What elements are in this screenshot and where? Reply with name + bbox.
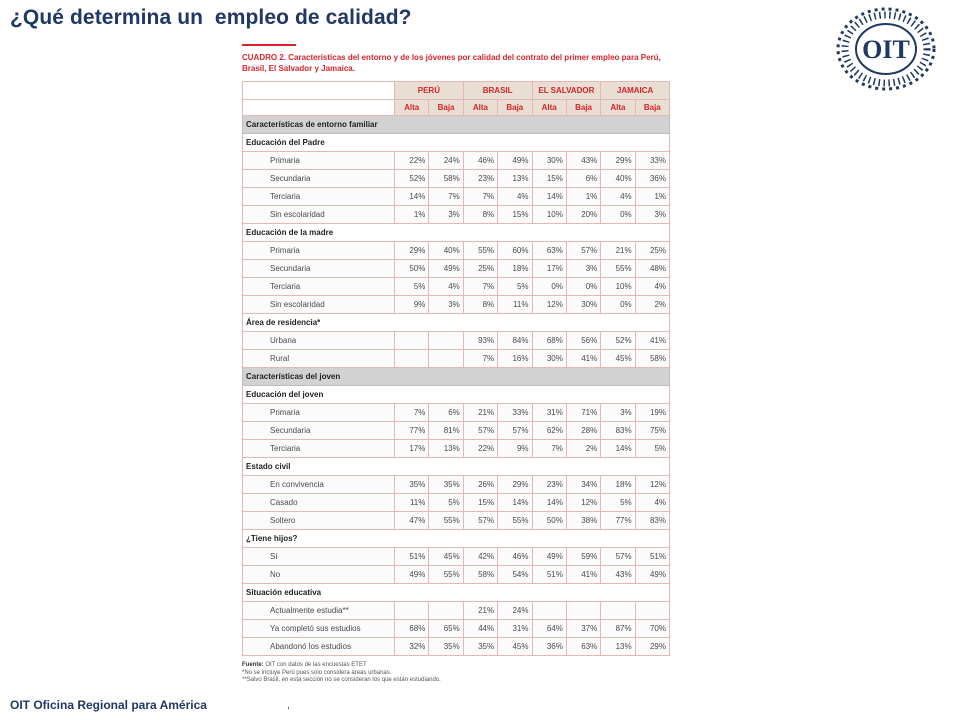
row-label: Actualmente estudia** [243,602,395,620]
value-cell: 50% [395,260,429,278]
value-cell: 57% [566,242,600,260]
data-table [242,81,670,656]
quality-header: Baja [498,100,532,116]
value-cell: 24% [429,152,463,170]
value-cell [395,602,429,620]
value-cell: 7% [532,440,566,458]
value-cell: 5% [635,440,669,458]
logo-text: OIT [862,35,910,64]
value-cell: 30% [532,350,566,368]
value-cell: 52% [601,332,635,350]
note-1: *No se incluye Perú pues solo considera áreas urbanas. [242,669,392,676]
table-row [243,188,670,206]
row-label: Secundaria [243,260,395,278]
value-cell: 70% [635,620,669,638]
row-label: Casado [243,494,395,512]
table-caption: CUADRO 2. Características del entorno y de los jóvenes por calidad del contrato del primer empleo para Perú, Brasil, El Salvador y Jamaica. [242,53,661,73]
value-cell: 3% [429,296,463,314]
value-cell: 1% [635,188,669,206]
value-cell: 6% [566,170,600,188]
value-cell: 28% [566,422,600,440]
value-cell: 1% [566,188,600,206]
value-cell: 25% [635,242,669,260]
section-row [243,368,670,386]
value-cell: 14% [498,494,532,512]
value-cell: 7% [463,278,497,296]
value-cell: 1% [395,206,429,224]
table-row [243,566,670,584]
group-row [243,134,670,152]
value-cell: 77% [601,512,635,530]
table-figure [242,44,670,685]
value-cell: 49% [532,548,566,566]
group-row [243,386,670,404]
value-cell: 40% [601,170,635,188]
value-cell: 24% [498,602,532,620]
value-cell: 81% [429,422,463,440]
quality-header: Baja [635,100,669,116]
value-cell: 31% [498,620,532,638]
slide-title: ¿Qué determina un empleo de calidad? [10,6,412,29]
value-cell: 43% [601,566,635,584]
value-cell: 46% [463,152,497,170]
table-row [243,422,670,440]
value-cell [395,332,429,350]
value-cell: 18% [498,260,532,278]
row-label: Sí [243,548,395,566]
value-cell: 49% [429,260,463,278]
value-cell: 14% [601,440,635,458]
value-cell: 7% [395,404,429,422]
value-cell: 55% [498,512,532,530]
value-cell: 50% [532,512,566,530]
value-cell: 40% [429,242,463,260]
value-cell: 83% [635,512,669,530]
value-cell: 43% [566,152,600,170]
row-label: En convivencia [243,476,395,494]
value-cell: 21% [463,602,497,620]
country-header: JAMAICA [601,82,670,100]
table-row [243,152,670,170]
value-cell: 57% [498,422,532,440]
value-cell: 31% [532,404,566,422]
table-row [243,206,670,224]
value-cell: 44% [463,620,497,638]
value-cell: 87% [601,620,635,638]
value-cell: 51% [635,548,669,566]
note-2: **Salvo Brasil, en esta sección no se consideran los que están estudiando. [242,677,441,683]
value-cell: 48% [635,260,669,278]
value-cell: 11% [498,296,532,314]
value-cell: 52% [395,170,429,188]
value-cell: 2% [635,296,669,314]
value-cell: 21% [601,242,635,260]
value-cell: 13% [498,170,532,188]
value-cell: 19% [635,404,669,422]
value-cell: 14% [395,188,429,206]
value-cell: 8% [463,206,497,224]
table-notes [242,662,670,685]
value-cell: 18% [601,476,635,494]
source-text: OIT con datos de las encuestas ETET [265,662,367,668]
table-row [243,638,670,656]
table-row [243,620,670,638]
group-row [243,458,670,476]
value-cell: 55% [429,566,463,584]
source-label: Fuente: [242,662,264,668]
value-cell: 41% [635,332,669,350]
value-cell: 26% [463,476,497,494]
row-label: Sin escolaridad [243,206,395,224]
value-cell: 9% [498,440,532,458]
row-label: Primaria [243,242,395,260]
value-cell: 33% [635,152,669,170]
value-cell: 4% [601,188,635,206]
value-cell [566,602,600,620]
quality-header: Alta [463,100,497,116]
value-cell: 65% [429,620,463,638]
value-cell: 63% [532,242,566,260]
value-cell: 51% [395,548,429,566]
value-cell: 58% [463,566,497,584]
table-body [243,116,670,656]
value-cell: 35% [429,476,463,494]
value-cell: 68% [532,332,566,350]
section-row [243,116,670,134]
value-cell: 42% [463,548,497,566]
value-cell: 36% [532,638,566,656]
group-label: Estado civil [243,458,670,476]
row-label: Secundaria [243,170,395,188]
value-cell: 8% [463,296,497,314]
value-cell: 5% [601,494,635,512]
row-label: Terciaria [243,188,395,206]
table-row [243,476,670,494]
value-cell: 29% [635,638,669,656]
table-row [243,260,670,278]
value-cell [635,602,669,620]
value-cell: 22% [395,152,429,170]
value-cell: 20% [566,206,600,224]
value-cell: 5% [498,278,532,296]
group-label: Educación del Padre [243,134,670,152]
country-header: BRASIL [463,82,532,100]
value-cell: 36% [635,170,669,188]
value-cell: 35% [429,638,463,656]
country-header-row [243,82,670,100]
value-cell: 93% [463,332,497,350]
value-cell: 23% [532,476,566,494]
row-label: Ya completó sus estudios [243,620,395,638]
row-label: Primaria [243,404,395,422]
value-cell: 77% [395,422,429,440]
table-row [243,350,670,368]
value-cell: 17% [532,260,566,278]
row-label: Sin escolaridad [243,296,395,314]
value-cell: 84% [498,332,532,350]
header-corner [243,82,395,100]
value-cell: 15% [532,170,566,188]
value-cell: 83% [601,422,635,440]
country-header: PERÚ [395,82,464,100]
value-cell: 12% [566,494,600,512]
group-label: Área de residencia* [243,314,670,332]
value-cell: 25% [463,260,497,278]
value-cell: 35% [395,476,429,494]
quality-header-row [243,100,670,116]
row-label: No [243,566,395,584]
value-cell: 6% [429,404,463,422]
value-cell: 55% [463,242,497,260]
group-label: Educación del joven [243,386,670,404]
table-row [243,512,670,530]
value-cell: 63% [566,638,600,656]
value-cell: 14% [532,494,566,512]
table-row [243,404,670,422]
table-row [243,170,670,188]
table-row [243,332,670,350]
value-cell [429,332,463,350]
value-cell: 57% [601,548,635,566]
value-cell: 55% [429,512,463,530]
value-cell: 22% [463,440,497,458]
value-cell: 16% [498,350,532,368]
section-label: Características de entorno familiar [243,116,670,134]
group-label: Educación de la madre [243,224,670,242]
country-header: EL SALVADOR [532,82,601,100]
row-label: Urbana [243,332,395,350]
value-cell: 58% [635,350,669,368]
value-cell [429,602,463,620]
caption-rule [242,44,296,46]
value-cell: 3% [429,206,463,224]
value-cell: 55% [601,260,635,278]
table-row [243,440,670,458]
value-cell: 49% [498,152,532,170]
header-corner [243,100,395,116]
value-cell: 17% [395,440,429,458]
quality-header: Alta [532,100,566,116]
value-cell [601,602,635,620]
value-cell: 30% [532,152,566,170]
value-cell: 3% [635,206,669,224]
value-cell: 30% [566,296,600,314]
value-cell: 23% [463,170,497,188]
value-cell: 4% [429,278,463,296]
value-cell: 4% [498,188,532,206]
value-cell: 34% [566,476,600,494]
value-cell: 29% [395,242,429,260]
value-cell: 64% [532,620,566,638]
row-label: Terciaria [243,278,395,296]
table-row [243,242,670,260]
value-cell: 3% [566,260,600,278]
value-cell: 13% [429,440,463,458]
value-cell: 58% [429,170,463,188]
value-cell: 0% [532,278,566,296]
oit-logo [832,4,940,94]
value-cell: 7% [463,188,497,206]
row-label: Rural [243,350,395,368]
row-label: Primaria [243,152,395,170]
value-cell: 35% [463,638,497,656]
value-cell: 45% [498,638,532,656]
group-row [243,530,670,548]
table-row [243,548,670,566]
value-cell: 11% [395,494,429,512]
value-cell: 59% [566,548,600,566]
table-row [243,602,670,620]
quality-header: Baja [566,100,600,116]
value-cell: 29% [498,476,532,494]
value-cell: 10% [532,206,566,224]
value-cell: 75% [635,422,669,440]
value-cell: 7% [463,350,497,368]
value-cell: 0% [601,206,635,224]
row-label: Soltero [243,512,395,530]
value-cell: 5% [429,494,463,512]
row-label: Terciaria [243,440,395,458]
value-cell: 47% [395,512,429,530]
value-cell: 15% [463,494,497,512]
value-cell: 49% [395,566,429,584]
row-label: Secundaria [243,422,395,440]
group-label: ¿Tiene hijos? [243,530,670,548]
value-cell: 41% [566,350,600,368]
value-cell: 71% [566,404,600,422]
value-cell: 4% [635,494,669,512]
value-cell: 14% [532,188,566,206]
value-cell: 51% [532,566,566,584]
value-cell: 33% [498,404,532,422]
value-cell: 46% [498,548,532,566]
group-label: Situación educativa [243,584,670,602]
table-row [243,296,670,314]
value-cell: 68% [395,620,429,638]
value-cell: 10% [601,278,635,296]
footer-mark: , [287,700,290,711]
value-cell: 4% [635,278,669,296]
value-cell: 12% [532,296,566,314]
value-cell: 29% [601,152,635,170]
value-cell: 7% [429,188,463,206]
value-cell: 9% [395,296,429,314]
value-cell: 0% [566,278,600,296]
value-cell: 5% [395,278,429,296]
value-cell: 32% [395,638,429,656]
oit-emblem-icon [832,4,940,94]
group-row [243,584,670,602]
group-row [243,314,670,332]
value-cell: 37% [566,620,600,638]
value-cell: 57% [463,512,497,530]
value-cell: 3% [601,404,635,422]
value-cell [532,602,566,620]
value-cell: 45% [601,350,635,368]
quality-header: Baja [429,100,463,116]
row-label: Abandonó los estudios [243,638,395,656]
quality-header: Alta [395,100,429,116]
value-cell: 60% [498,242,532,260]
value-cell [429,350,463,368]
value-cell: 57% [463,422,497,440]
value-cell: 13% [601,638,635,656]
value-cell: 49% [635,566,669,584]
value-cell: 41% [566,566,600,584]
table-row [243,278,670,296]
group-row [243,224,670,242]
value-cell: 12% [635,476,669,494]
footer-text: OIT Oficina Regional para América [10,698,207,712]
quality-header: Alta [601,100,635,116]
value-cell: 54% [498,566,532,584]
value-cell: 15% [498,206,532,224]
value-cell: 38% [566,512,600,530]
value-cell: 0% [601,296,635,314]
value-cell: 2% [566,440,600,458]
value-cell: 21% [463,404,497,422]
value-cell: 45% [429,548,463,566]
section-label: Características del joven [243,368,670,386]
table-row [243,494,670,512]
value-cell: 62% [532,422,566,440]
value-cell [395,350,429,368]
value-cell: 56% [566,332,600,350]
